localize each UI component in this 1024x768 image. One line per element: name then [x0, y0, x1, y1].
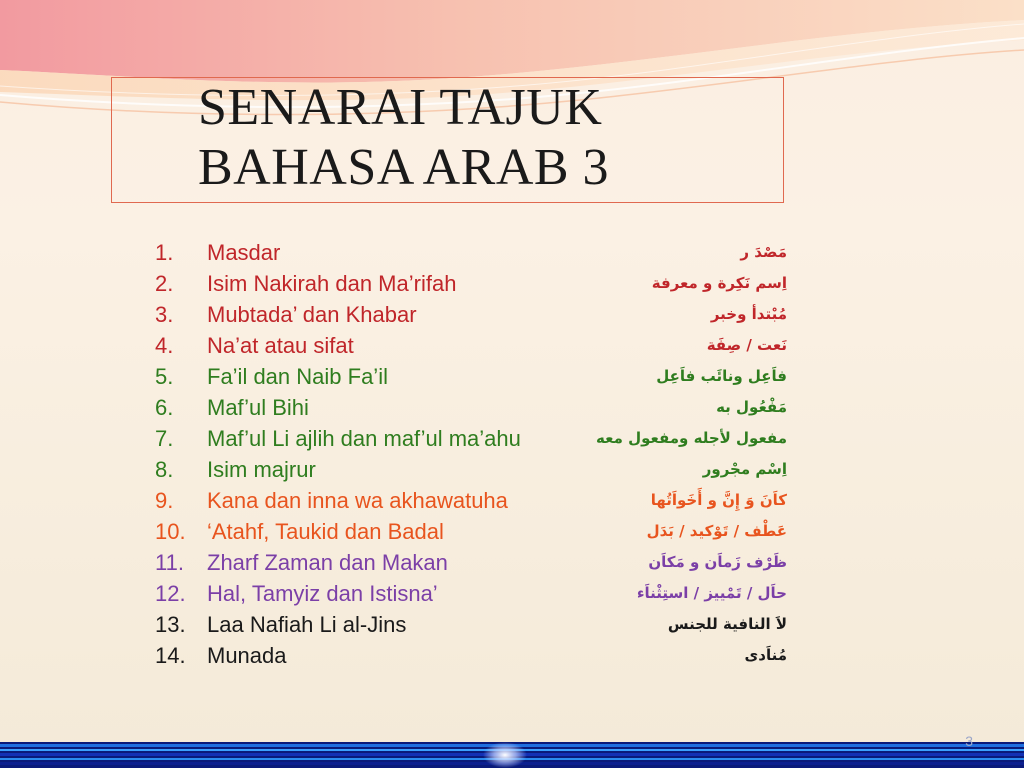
topic-row — [155, 392, 787, 423]
slide-title — [198, 78, 609, 198]
topic-row — [155, 454, 787, 485]
topic-label: Laa Nafiah Li al-Jins — [207, 612, 407, 637]
topic-number: 12. — [155, 581, 186, 606]
topic-row — [155, 485, 787, 516]
topic-row — [155, 547, 787, 578]
topic-number: 3. — [155, 302, 174, 327]
topic-label: Maf’ul Li ajlih dan maf’ul ma’ahu — [207, 426, 521, 451]
title-line-1: SENARAI TAJUK — [198, 79, 603, 136]
topic-arabic: عَطْف / تَوْكيد / بَدَل — [646, 522, 787, 540]
topic-label: Hal, Tamyiz dan Istisna’ — [207, 581, 438, 606]
topic-label: Isim Nakirah dan Ma’rifah — [207, 271, 457, 296]
topic-number: 2. — [155, 271, 174, 296]
topic-number: 7. — [155, 426, 174, 451]
topic-row — [155, 361, 787, 392]
topic-number: 13. — [155, 612, 186, 637]
topic-label: Fa’il dan Naib Fa’il — [207, 364, 388, 389]
topic-label: Maf’ul Bihi — [207, 395, 309, 420]
topic-list — [155, 237, 787, 671]
topic-arabic: اِسْم مجْرور — [702, 460, 787, 478]
topic-arabic: نَعت / صِفَة — [706, 336, 787, 354]
topic-row — [155, 423, 787, 454]
title-line-2: BAHASA ARAB 3 — [198, 139, 610, 196]
topic-number: 14. — [155, 643, 186, 668]
topic-number: 4. — [155, 333, 174, 358]
topic-arabic: لاَ النافية للجنس — [667, 615, 787, 633]
topic-number: 11. — [155, 550, 184, 575]
topic-label: ‘Atahf, Taukid dan Badal — [207, 519, 444, 544]
footer-stripe-decoration — [0, 742, 1024, 768]
topic-arabic: ظَرْف زَماَن و مَكاَن — [648, 553, 787, 571]
topic-arabic: كاَنَ وَ إِنَّ و أَخَواَتُها — [650, 491, 787, 509]
topic-label: Masdar — [207, 240, 281, 265]
topic-row — [155, 640, 787, 671]
topic-label: Zharf Zaman dan Makan — [207, 550, 448, 575]
topic-arabic: فاَعِل ونائَب فاَعِل — [656, 367, 787, 385]
topic-row — [155, 268, 787, 299]
topic-arabic: مَفْعُول به — [716, 398, 787, 416]
topic-row — [155, 516, 787, 547]
topic-number: 5. — [155, 364, 174, 389]
topic-label: Isim majrur — [207, 457, 316, 482]
topic-number: 1. — [155, 240, 174, 265]
topic-arabic: مُناَدى — [744, 646, 787, 664]
topic-number: 6. — [155, 395, 174, 420]
topic-number: 8. — [155, 457, 174, 482]
topic-number: 9. — [155, 488, 174, 513]
topic-arabic: حاَل / تَمْييز / استِثْناَء — [636, 584, 787, 602]
topic-arabic: مفعول لأجله ومفعول معه — [596, 429, 787, 447]
topic-row — [155, 299, 787, 330]
topic-label: Na’at atau sifat — [207, 333, 354, 358]
topic-label: Munada — [207, 643, 287, 668]
topic-label: Mubtada’ dan Khabar — [207, 302, 417, 327]
topic-row — [155, 237, 787, 268]
topic-arabic: مُبْتدأ وخبر — [710, 305, 787, 323]
topic-label: Kana dan inna wa akhawatuha — [207, 488, 508, 513]
topic-arabic: مَصْدَ ر — [740, 243, 787, 261]
topic-number: 10. — [155, 519, 186, 544]
topic-row — [155, 609, 787, 640]
topic-arabic: اِسم نَكِرة و معرفة — [651, 274, 787, 292]
topic-row — [155, 578, 787, 609]
page-number: 3 — [965, 733, 973, 749]
topic-row — [155, 330, 787, 361]
